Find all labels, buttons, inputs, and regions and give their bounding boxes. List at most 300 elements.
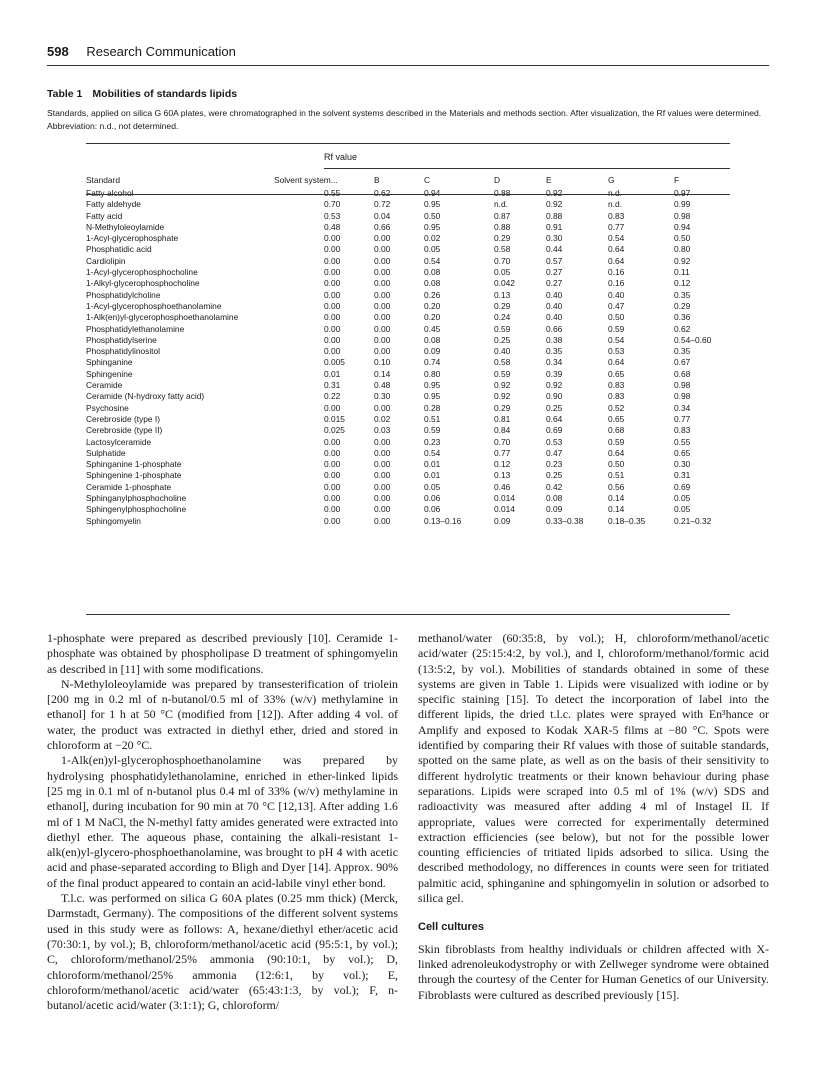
rf-value-cell: 0.00 bbox=[324, 346, 341, 357]
standard-name-cell: 1-Acyl-glycerophosphoethanolamine bbox=[86, 300, 222, 311]
table-label: Table 1 bbox=[47, 88, 83, 100]
rf-value-cell: 0.00 bbox=[324, 436, 341, 447]
rf-value-cell: 0.46 bbox=[494, 481, 511, 492]
table-row bbox=[86, 278, 730, 289]
rf-value-cell: 0.00 bbox=[374, 504, 391, 515]
rf-value-cell: 0.65 bbox=[608, 413, 625, 424]
rf-value-cell: 0.67 bbox=[674, 357, 691, 368]
rf-value-cell: 0.50 bbox=[674, 233, 691, 244]
rf-value-cell: 0.00 bbox=[374, 346, 391, 357]
rf-value-cell: 0.40 bbox=[546, 300, 563, 311]
rf-value-cell: 0.24 bbox=[494, 312, 511, 323]
standard-col-header: Standard bbox=[86, 175, 120, 185]
rf-value-cell: 0.14 bbox=[374, 368, 391, 379]
table-caption bbox=[47, 88, 769, 100]
table-row bbox=[86, 470, 730, 481]
rf-value-cell: 0.18–0.35 bbox=[608, 515, 646, 526]
rf-value-cell: 0.58 bbox=[494, 357, 511, 368]
rf-value-cell: 0.30 bbox=[374, 391, 391, 402]
rf-value-cell: 0.29 bbox=[494, 402, 511, 413]
standard-name-cell: N-Methyloleoylamide bbox=[86, 221, 165, 232]
rf-value-cell: 0.54 bbox=[424, 447, 441, 458]
rf-value-cell: 0.21–0.32 bbox=[674, 515, 712, 526]
table-row bbox=[86, 267, 730, 278]
rf-value-cell: 0.00 bbox=[374, 323, 391, 334]
paragraph: Skin fibroblasts from healthy individuals or children affected with X-linked adrenoleukodystrophy or with Zellweger syndrome were obtained through the courtesy of the Center for Human Genetics of our University. Fibroblasts were cultured as described previously [15]. bbox=[418, 941, 769, 1002]
rf-value-cell: 0.77 bbox=[608, 221, 625, 232]
rf-value-cell: 0.80 bbox=[424, 368, 441, 379]
paragraph: methanol/water (60:35:8, by vol.); H, chloroform/methanol/acetic acid/water (25:15:4:2, by vol.), and I, chloroform/methanol/formic acid (13:5:2, by vol.). Mobilities of standards obtained in some of these systems are given in Table 1. Lipids were visualized with iodine or by specific staining [15]. To detect the incorporation of label into the different lipids, the dried t.l.c. plates were sprayed with En³hance or Amplify and exposed to Kodak XAR-5 films at −80 °C. Spots were identified by comparing their Rf values with those of suitable standards, spotted on the same plate, as well as on the basis of their sensitivity to different hydrolytic treatments or their known behaviour during phase separations. Lipids were scraped into 0.5 ml of 1% (w/v) SDS and radioactivity was measured after adding 4 ml of Instagel II. If appropriate, values were corrected for experimentally determined extraction efficiencies (see below), but not for the possible lower counting efficiencies of tritiated lipids adsorbed to silica. Using the described methodology, no differences in counts were seen for tritiated palmitic acid, sphinganine and sphingomyelin in solution or adsorbed to silica gel. bbox=[418, 631, 769, 906]
standard-name-cell: Fatty aldehyde bbox=[86, 199, 141, 210]
rf-value-cell: 0.88 bbox=[494, 188, 511, 198]
table-row bbox=[86, 516, 730, 527]
rf-value-cell: 0.47 bbox=[608, 300, 625, 311]
table-row bbox=[86, 425, 730, 436]
rf-value-cell: 0.31 bbox=[674, 470, 691, 481]
rf-value-cell: 0.74 bbox=[424, 357, 441, 368]
rf-value-cell: 0.34 bbox=[546, 357, 563, 368]
rf-value-cell: 0.042 bbox=[494, 278, 515, 289]
table-row bbox=[86, 391, 730, 402]
rf-value-cell: 0.28 bbox=[424, 402, 441, 413]
rf-value-cell: 0.014 bbox=[494, 504, 515, 515]
rf-value-cell: 0.11 bbox=[674, 267, 690, 278]
rf-value-cell: 0.05 bbox=[494, 267, 511, 278]
rf-value-cell: 0.00 bbox=[374, 459, 391, 470]
rf-value-cell: 0.59 bbox=[494, 368, 511, 379]
rf-value-cell: 0.12 bbox=[674, 278, 691, 289]
standard-name-cell: Phosphatidylserine bbox=[86, 334, 157, 345]
rf-value-cell: 0.51 bbox=[608, 470, 625, 481]
rf-value-cell: 0.20 bbox=[424, 312, 441, 323]
rf-value-cell: 0.58 bbox=[494, 244, 511, 255]
rf-value-cell: 0.005 bbox=[324, 357, 345, 368]
rf-value-cell: n.d. bbox=[608, 188, 622, 198]
paragraph: 1-Alk(en)yl-glycerophosphoethanolamine was prepared by hydrolysing phosphatidylethanolamine, enriched in ether-linked lipids [25 mg in 0.1 ml of n-butanol plus 0.4 ml of 33% (w/v) methylamine in ethanol], during incubation for 90 min at 70 °C [12,13]. After adding 1.6 ml of 1 M NaCl, the N-methyl fatty amides generated were extracted into diethyl ether. The aqueous phase, containing the alkali-resistant 1-alk(en)yl-glycero-phosphoethanolamine, was brought to pH 4 with acetic acid and phase-separated according to Bligh and Dyer [14]. Approx. 90% of the final product appeared to contain an acid-labile vinyl ether bond. bbox=[47, 753, 398, 890]
rf-value-cell: 0.05 bbox=[424, 244, 441, 255]
rf-value-cell: 0.30 bbox=[546, 233, 563, 244]
table-row bbox=[86, 504, 730, 515]
rf-value-cell: 0.29 bbox=[674, 300, 691, 311]
paragraph: T.l.c. was performed on silica G 60A plates (0.25 mm thick) (Merck, Darmstadt, Germany). The compositions of the different solvent systems used in this study were as follows: A, hexane/diethyl ether/acetic acid (70:30:1, by vol.); B, chloroform/methanol/acetic acid (95:5:1, by vol.); C, chloroform/methanol/25% ammonia (90:10:1, by vol.); D, chloroform/methanol/25% ammonia (12:6:1, by vol.); E, chloroform/methanol/acetic acid/water (65:43:1:3, by vol.); F, n-butanol/acetic acid/water (3:1:1); G, chloroform/ bbox=[47, 891, 398, 1013]
rf-value-cell: 0.00 bbox=[324, 244, 341, 255]
rf-value-cell: 0.39 bbox=[546, 368, 563, 379]
rf-value-cell: 0.00 bbox=[374, 334, 391, 345]
rf-value-cell: 0.92 bbox=[546, 199, 563, 210]
system-header: C bbox=[424, 175, 431, 185]
table-row bbox=[86, 244, 730, 255]
rf-value-cell: 0.95 bbox=[424, 391, 441, 402]
standard-name-cell: Sulphatide bbox=[86, 447, 126, 458]
table-top-rule bbox=[86, 143, 730, 144]
rf-value-cell: n.d. bbox=[608, 199, 622, 210]
rf-value-cell: 0.00 bbox=[374, 278, 391, 289]
rf-value-cell: 0.92 bbox=[494, 391, 511, 402]
standard-name-cell: Ceramide bbox=[86, 380, 123, 391]
rf-value-cell: 0.70 bbox=[324, 199, 341, 210]
table-row bbox=[86, 459, 730, 470]
rf-value-cell: 0.69 bbox=[546, 425, 563, 436]
rf-value-cell: 0.05 bbox=[674, 493, 691, 504]
rf-value-cell: 0.00 bbox=[324, 233, 341, 244]
rf-value-cell: 0.00 bbox=[374, 436, 391, 447]
rf-value-cell: 0.35 bbox=[546, 346, 563, 357]
rf-value-cell: 0.92 bbox=[546, 380, 563, 391]
rf-value-cell: 0.54 bbox=[608, 233, 625, 244]
standard-name-cell: Lactosylceramide bbox=[86, 436, 152, 447]
rf-value-cell: 0.00 bbox=[374, 244, 391, 255]
rf-value-cell: 0.66 bbox=[374, 221, 391, 232]
rf-value-cell: 0.16 bbox=[608, 278, 625, 289]
rf-value-cell: 0.92 bbox=[494, 380, 511, 391]
rf-value-cell: 0.53 bbox=[608, 346, 625, 357]
rf-value-cell: 0.40 bbox=[608, 289, 625, 300]
table-row bbox=[86, 380, 730, 391]
rf-value-cell: 0.83 bbox=[608, 380, 625, 391]
rf-value-cell: 0.38 bbox=[546, 334, 563, 345]
rf-value-cell: 0.47 bbox=[546, 447, 563, 458]
body-column-left bbox=[47, 631, 398, 1013]
rf-value-cell: 0.00 bbox=[374, 515, 391, 526]
rf-value-cell: 0.02 bbox=[424, 233, 441, 244]
rf-value-cell: 0.55 bbox=[674, 436, 691, 447]
rf-value-cell: 0.91 bbox=[546, 221, 563, 232]
rf-value-cell: 0.94 bbox=[424, 188, 441, 198]
rf-value-cell: 0.50 bbox=[608, 312, 625, 323]
section-heading: Cell cultures bbox=[418, 921, 485, 934]
journal-title: Research Communication bbox=[86, 44, 236, 59]
rf-value-cell: 0.50 bbox=[424, 210, 441, 221]
rf-value-cell: 0.95 bbox=[424, 199, 441, 210]
system-header: D bbox=[494, 175, 501, 185]
rf-value-cell: 0.23 bbox=[546, 459, 563, 470]
rf-value-cell: 0.03 bbox=[374, 425, 391, 436]
rf-value-cell: 0.25 bbox=[546, 470, 563, 481]
rf-value-cell: 0.59 bbox=[608, 323, 625, 334]
rf-value-cell: 0.65 bbox=[608, 368, 625, 379]
rf-value-cell: 0.10 bbox=[374, 357, 391, 368]
rf-value-cell: 0.31 bbox=[324, 380, 341, 391]
rf-value-cell: 0.08 bbox=[424, 334, 441, 345]
rf-value-cell: 0.27 bbox=[546, 267, 563, 278]
rf-value-cell: 0.59 bbox=[424, 425, 441, 436]
table-row bbox=[86, 403, 730, 414]
paragraph: N-Methyloleoylamide was prepared by transesterification of triolein [200 mg in 0.2 ml of n-butanol/0.5 ml of 33% (w/v) methylamine in ethanol] for 1 h at 50 °C (modified from [12]). After adding 4 vol. of water, the product was extracted in diethyl ether, dried and stored in chloroform at −20 °C. bbox=[47, 676, 398, 753]
rf-value-cell: 0.16 bbox=[608, 267, 625, 278]
rf-value-cell: 0.56 bbox=[608, 481, 625, 492]
rf-value-cell: 0.13 bbox=[494, 289, 511, 300]
rf-value-cell: 0.84 bbox=[494, 425, 511, 436]
rf-value-cell: 0.00 bbox=[374, 289, 391, 300]
rf-value-cell: 0.35 bbox=[674, 289, 691, 300]
rf-value-cell: 0.09 bbox=[546, 504, 563, 515]
rf-value-cell: 0.08 bbox=[424, 267, 441, 278]
rf-value-cell: 0.29 bbox=[494, 300, 511, 311]
rf-value-cell: 0.00 bbox=[324, 515, 341, 526]
standard-name-cell: Ceramide (N-hydroxy fatty acid) bbox=[86, 391, 205, 402]
rf-value-header: Rf value bbox=[324, 152, 358, 162]
rf-value-cell: 0.06 bbox=[424, 504, 441, 515]
table-row bbox=[86, 414, 730, 425]
system-header: G bbox=[608, 175, 615, 185]
rf-value-cell: 0.40 bbox=[494, 346, 511, 357]
standard-name-cell: Sphingenine bbox=[86, 368, 133, 379]
rf-value-cell: 0.55 bbox=[324, 188, 341, 198]
standard-name-cell: Cerebroside (type II) bbox=[86, 425, 163, 436]
rf-value-cell: 0.44 bbox=[546, 244, 563, 255]
rf-value-cell: 0.90 bbox=[546, 391, 563, 402]
rf-value-cell: 0.29 bbox=[494, 233, 511, 244]
rf-value-cell: 0.68 bbox=[674, 368, 691, 379]
rf-value-cell: 0.42 bbox=[546, 481, 563, 492]
rf-value-cell: 0.09 bbox=[494, 515, 511, 526]
rf-value-cell: 0.08 bbox=[546, 493, 563, 504]
rf-value-cell: 0.23 bbox=[424, 436, 441, 447]
rf-value-cell: 0.00 bbox=[374, 267, 391, 278]
rf-value-cell: 0.00 bbox=[324, 289, 341, 300]
rf-value-cell: 0.08 bbox=[424, 278, 441, 289]
table-bottom-rule bbox=[86, 614, 730, 615]
rf-value-cell: 0.65 bbox=[674, 447, 691, 458]
rf-value-cell: 0.40 bbox=[546, 312, 563, 323]
rf-value-cell: 0.00 bbox=[324, 459, 341, 470]
rf-value-cell: 0.92 bbox=[546, 188, 563, 198]
rf-value-cell: 0.50 bbox=[608, 459, 625, 470]
rf-value-cell: 0.00 bbox=[324, 267, 341, 278]
rf-value-cell: 0.54 bbox=[424, 255, 441, 266]
solvent-col-header: Solvent system... bbox=[274, 175, 338, 185]
table-description: Standards, applied on silica G 60A plates, were chromatographed in the solvent systems described in the Materials and methods section. After visualization, the Rf values were determined. Abbreviation: n.d., not determined. bbox=[47, 108, 762, 131]
standard-name-cell: Sphingenine 1-phosphate bbox=[86, 470, 182, 481]
rf-value-cell: 0.64 bbox=[608, 255, 625, 266]
system-header: F bbox=[674, 175, 680, 185]
rf-value-cell: 0.00 bbox=[374, 233, 391, 244]
rf-value-cell: 0.68 bbox=[608, 425, 625, 436]
rf-value-cell: 0.97 bbox=[674, 188, 691, 198]
rf-value-cell: 0.01 bbox=[324, 368, 341, 379]
table-title: Mobilities of standards lipids bbox=[92, 88, 238, 100]
standard-name-cell: Phosphatidylethanolamine bbox=[86, 323, 185, 334]
rf-value-cell: 0.00 bbox=[374, 493, 391, 504]
rf-value-cell: 0.00 bbox=[324, 300, 341, 311]
rf-value-cell: 0.00 bbox=[324, 323, 341, 334]
table-row bbox=[86, 290, 730, 301]
rf-value-cell: 0.64 bbox=[608, 447, 625, 458]
table-row bbox=[86, 233, 730, 244]
rf-value-cell: 0.00 bbox=[324, 493, 341, 504]
rf-value-cell: 0.62 bbox=[674, 323, 691, 334]
standard-name-cell: Cardiolipin bbox=[86, 255, 126, 266]
rf-value-cell: 0.34 bbox=[674, 402, 691, 413]
rf-value-cell: 0.27 bbox=[546, 278, 563, 289]
rf-value-cell: 0.51 bbox=[424, 413, 441, 424]
standard-name-cell: Cerebroside (type I) bbox=[86, 413, 161, 424]
rf-value-cell: 0.25 bbox=[546, 402, 563, 413]
rf-value-cell: 0.70 bbox=[494, 436, 511, 447]
rf-value-cell: 0.54 bbox=[608, 334, 625, 345]
standard-name-cell: Sphingomyelin bbox=[86, 515, 141, 526]
rf-value-cell: 0.54–0.60 bbox=[674, 334, 712, 345]
rf-value-cell: 0.00 bbox=[324, 312, 341, 323]
rf-value-cell: 0.70 bbox=[494, 255, 511, 266]
rf-value-cell: 0.69 bbox=[674, 481, 691, 492]
rf-value-cell: 0.95 bbox=[424, 380, 441, 391]
standard-name-cell: Fatty alcohol bbox=[86, 188, 134, 198]
rf-value-cell: 0.01 bbox=[424, 459, 441, 470]
rf-value-cell: 0.57 bbox=[546, 255, 563, 266]
rf-value-cell: 0.00 bbox=[374, 402, 391, 413]
rf-value-cell: 0.00 bbox=[374, 447, 391, 458]
standard-name-cell: Psychosine bbox=[86, 402, 129, 413]
rf-value-cell: 0.83 bbox=[674, 425, 691, 436]
table-row bbox=[86, 357, 730, 368]
table-header-rule bbox=[86, 194, 730, 195]
rf-value-cell: 0.98 bbox=[674, 380, 691, 391]
body-column-right bbox=[418, 631, 769, 1003]
table-row bbox=[86, 346, 730, 357]
rf-value-cell: 0.14 bbox=[608, 493, 625, 504]
table-row bbox=[86, 369, 730, 380]
running-header bbox=[47, 44, 769, 64]
table-header-row bbox=[86, 172, 730, 188]
table-row bbox=[86, 437, 730, 448]
rf-value-cell: 0.64 bbox=[546, 413, 563, 424]
table-row bbox=[86, 211, 730, 222]
table-row bbox=[86, 199, 730, 210]
rf-value-cell: 0.20 bbox=[424, 300, 441, 311]
rf-value-cell: 0.30 bbox=[674, 459, 691, 470]
rf-value-cell: 0.00 bbox=[324, 470, 341, 481]
page-number: 598 bbox=[47, 44, 69, 59]
rf-value-cell: 0.00 bbox=[374, 300, 391, 311]
rf-value-cell: 0.87 bbox=[494, 210, 511, 221]
rf-value-cell: 0.22 bbox=[324, 391, 341, 402]
table-row bbox=[86, 482, 730, 493]
standard-name-cell: Phosphatidylinositol bbox=[86, 346, 161, 357]
rf-value-cell: 0.66 bbox=[546, 323, 563, 334]
paragraph: 1-phosphate were prepared as described previously [10]. Ceramide 1-phosphate was obtained by phospholipase D treatment of sphingomyelin as described in [11] with some modifications. bbox=[47, 631, 398, 676]
rf-value-cell: 0.95 bbox=[424, 221, 441, 232]
rf-value-cell: 0.88 bbox=[494, 221, 511, 232]
rf-value-cell: 0.98 bbox=[674, 391, 691, 402]
rf-value-cell: 0.01 bbox=[424, 470, 441, 481]
rf-value-cell: 0.00 bbox=[324, 278, 341, 289]
standard-name-cell: Phosphatidylcholine bbox=[86, 289, 161, 300]
standard-name-cell: 1-Acyl-glycerophosphate bbox=[86, 233, 179, 244]
rf-value-cell: 0.72 bbox=[374, 199, 391, 210]
rf-value-cell: 0.05 bbox=[674, 504, 691, 515]
standard-name-cell: Sphinganine 1-phosphate bbox=[86, 459, 182, 470]
rf-value-cell: 0.52 bbox=[608, 402, 625, 413]
rf-value-cell: 0.00 bbox=[324, 481, 341, 492]
system-header: B bbox=[374, 175, 380, 185]
rf-value-cell: 0.26 bbox=[424, 289, 441, 300]
standard-name-cell: Sphinganine bbox=[86, 357, 133, 368]
rf-value-cell: 0.13–0.16 bbox=[424, 515, 462, 526]
rf-value-cell: 0.80 bbox=[674, 244, 691, 255]
rf-value-cell: 0.83 bbox=[608, 391, 625, 402]
rf-value-cell: 0.12 bbox=[494, 459, 511, 470]
system-header: E bbox=[546, 175, 552, 185]
table-row bbox=[86, 222, 730, 233]
rf-value-cell: 0.025 bbox=[324, 425, 345, 436]
rf-value-rule bbox=[324, 168, 730, 169]
rf-value-cell: 0.36 bbox=[674, 312, 691, 323]
rf-value-cell: 0.33–0.38 bbox=[546, 515, 584, 526]
table-row bbox=[86, 335, 730, 346]
rf-value-cell: 0.53 bbox=[324, 210, 341, 221]
rf-value-cell: 0.64 bbox=[608, 244, 625, 255]
rf-value-cell: 0.62 bbox=[374, 188, 391, 198]
rf-value-cell: 0.014 bbox=[494, 493, 515, 504]
rf-value-cell: 0.59 bbox=[608, 436, 625, 447]
standard-name-cell: Sphinganylphosphocholine bbox=[86, 493, 187, 504]
rf-value-cell: 0.09 bbox=[424, 346, 441, 357]
rf-value-cell: 0.00 bbox=[324, 334, 341, 345]
rf-value-cell: 0.06 bbox=[424, 493, 441, 504]
rf-value-cell: 0.77 bbox=[674, 413, 691, 424]
table-row bbox=[86, 324, 730, 335]
table-row bbox=[86, 493, 730, 504]
rf-value-cell: 0.02 bbox=[374, 413, 391, 424]
rf-value-cell: 0.48 bbox=[374, 380, 391, 391]
standard-name-cell: 1-Alk(en)yl-glycerophosphoethanolamine bbox=[86, 312, 239, 323]
rf-value-cell: 0.13 bbox=[494, 470, 511, 481]
standard-name-cell: 1-Acyl-glycerophosphocholine bbox=[86, 267, 198, 278]
rf-value-cell: 0.00 bbox=[374, 481, 391, 492]
rf-value-cell: 0.00 bbox=[324, 255, 341, 266]
rf-value-cell: 0.00 bbox=[374, 470, 391, 481]
header-rule bbox=[47, 65, 769, 66]
rf-value-cell: 0.00 bbox=[374, 255, 391, 266]
rf-value-cell: 0.00 bbox=[324, 504, 341, 515]
standard-name-cell: Ceramide 1-phosphate bbox=[86, 481, 172, 492]
rf-value-cell: 0.14 bbox=[608, 504, 625, 515]
rf-value-cell: 0.88 bbox=[546, 210, 563, 221]
table-row bbox=[86, 312, 730, 323]
rf-value-cell: 0.83 bbox=[608, 210, 625, 221]
standard-name-cell: 1-Alkyl-glycerophosphocholine bbox=[86, 278, 200, 289]
rf-value-cell: 0.77 bbox=[494, 447, 511, 458]
standard-name-cell: Sphingenylphosphocholine bbox=[86, 504, 187, 515]
rf-value-cell: 0.015 bbox=[324, 413, 345, 424]
rf-value-cell: n.d. bbox=[494, 199, 508, 210]
rf-value-cell: 0.59 bbox=[494, 323, 511, 334]
table-row bbox=[86, 301, 730, 312]
standards-table bbox=[86, 172, 730, 527]
rf-value-cell: 0.64 bbox=[608, 357, 625, 368]
rf-value-cell: 0.40 bbox=[546, 289, 563, 300]
rf-value-cell: 0.99 bbox=[674, 199, 691, 210]
table-row bbox=[86, 448, 730, 459]
rf-value-cell: 0.45 bbox=[424, 323, 441, 334]
rf-value-cell: 0.05 bbox=[424, 481, 441, 492]
rf-value-cell: 0.04 bbox=[374, 210, 391, 221]
rf-value-cell: 0.98 bbox=[674, 210, 691, 221]
standard-name-cell: Fatty acid bbox=[86, 210, 123, 221]
table-row bbox=[86, 256, 730, 267]
rf-value-cell: 0.00 bbox=[324, 402, 341, 413]
rf-value-cell: 0.00 bbox=[374, 312, 391, 323]
rf-value-cell: 0.35 bbox=[674, 346, 691, 357]
rf-value-cell: 0.25 bbox=[494, 334, 511, 345]
rf-value-cell: 0.94 bbox=[674, 221, 691, 232]
rf-value-cell: 0.92 bbox=[674, 255, 691, 266]
rf-value-cell: 0.48 bbox=[324, 221, 341, 232]
rf-value-cell: 0.81 bbox=[494, 413, 511, 424]
rf-value-cell: 0.53 bbox=[546, 436, 563, 447]
standard-name-cell: Phosphatidic acid bbox=[86, 244, 152, 255]
